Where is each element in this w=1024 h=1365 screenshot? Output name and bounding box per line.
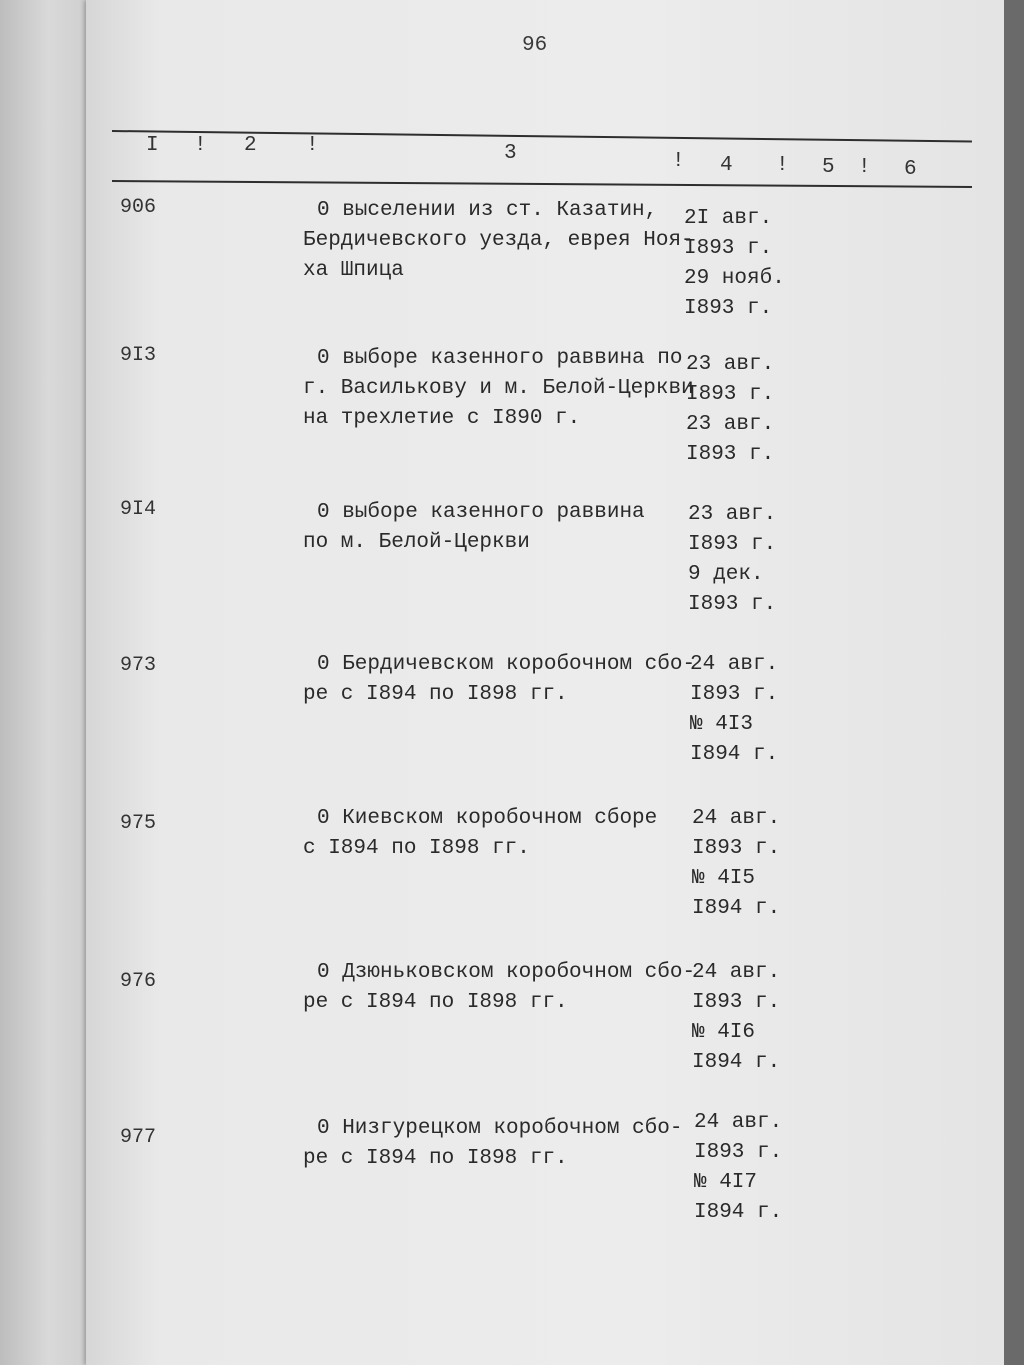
- entry-dates: [686, 350, 774, 470]
- date-line: I893 г.: [688, 533, 777, 556]
- entry-number: 973: [120, 654, 157, 677]
- header-col-4: 4: [720, 154, 733, 177]
- entry-number: 975: [120, 812, 157, 835]
- date-line: 23 авг.: [686, 353, 775, 376]
- title-line: ха Шпица: [303, 259, 404, 282]
- title-line: Бердичевского уезда, еврея Ноя-: [303, 229, 694, 252]
- date-line: I894 г.: [692, 897, 781, 920]
- entry-title: [303, 344, 703, 434]
- title-line: 0 Дзюньковском коробочном сбо-: [317, 961, 696, 984]
- title-line: ре с I894 по I898 гг.: [303, 1147, 568, 1170]
- date-line: I893 г.: [688, 593, 777, 616]
- previous-page-edge: [0, 0, 88, 1365]
- date-line: № 4I5: [692, 867, 756, 890]
- title-line: 0 выборе казенного раввина по: [317, 347, 683, 370]
- date-line: 29 нояб.: [684, 267, 785, 290]
- header-col-6: 6: [904, 158, 917, 181]
- title-line: 0 Бердичевском коробочном сбо-: [317, 653, 696, 676]
- header-sep-1: !: [194, 134, 207, 157]
- date-line: № 4I7: [694, 1171, 758, 1194]
- entry-number: 976: [120, 970, 157, 993]
- entry-dates: [690, 650, 778, 770]
- title-line: на трехлетие с I890 г.: [303, 407, 581, 430]
- page-number: 96: [522, 34, 548, 57]
- date-line: 24 авг.: [694, 1111, 783, 1134]
- date-line: 24 авг.: [692, 961, 781, 984]
- entry-dates: [692, 804, 780, 924]
- date-line: 23 авг.: [686, 413, 775, 436]
- header-col-2: 2: [244, 134, 257, 157]
- date-line: I893 г.: [692, 991, 781, 1014]
- entry-title: [303, 804, 703, 864]
- title-line: 0 выселении из ст. Казатин,: [317, 199, 658, 222]
- date-line: 24 авг.: [692, 807, 781, 830]
- date-line: № 4I6: [692, 1021, 756, 1044]
- date-line: I893 г.: [684, 237, 773, 260]
- page-right-edge: [1004, 0, 1024, 1365]
- entry-dates: [692, 958, 780, 1078]
- date-line: 2I авг.: [684, 207, 773, 230]
- header-col-5: 5: [822, 156, 835, 179]
- title-line: с I894 по I898 гг.: [303, 837, 530, 860]
- entry-dates: [684, 204, 785, 324]
- entry-number: 977: [120, 1126, 157, 1149]
- entry-title: [303, 498, 703, 558]
- entry-number: 9I3: [120, 344, 157, 367]
- header-sep-3: !: [672, 150, 685, 173]
- date-line: I893 г.: [692, 837, 781, 860]
- date-line: I893 г.: [686, 383, 775, 406]
- entry-number: 9I4: [120, 498, 157, 521]
- date-line: I894 г.: [692, 1051, 781, 1074]
- date-line: № 4I3: [690, 713, 754, 736]
- date-line: 9 дек.: [688, 563, 764, 586]
- date-line: I893 г.: [690, 683, 779, 706]
- title-line: г. Василькову и м. Белой-Церкви: [303, 377, 694, 400]
- entry-title: [303, 650, 703, 710]
- title-line: 0 выборе казенного раввина: [317, 501, 645, 524]
- title-line: ре с I894 по I898 гг.: [303, 683, 568, 706]
- entry-title: [303, 196, 703, 286]
- title-line: по м. Белой-Церкви: [303, 531, 530, 554]
- date-line: I893 г.: [686, 443, 775, 466]
- title-line: ре с I894 по I898 гг.: [303, 991, 568, 1014]
- entry-title: [303, 1114, 703, 1174]
- date-line: I894 г.: [694, 1201, 783, 1224]
- date-line: 24 авг.: [690, 653, 779, 676]
- header-col-1: I: [146, 134, 159, 157]
- header-sep-4: !: [776, 154, 789, 177]
- header-sep-5: !: [858, 156, 871, 179]
- title-line: 0 Киевском коробочном сборе: [317, 807, 658, 830]
- entry-number: 906: [120, 196, 157, 219]
- date-line: I894 г.: [690, 743, 779, 766]
- entry-dates: [688, 500, 776, 620]
- entry-title: [303, 958, 703, 1018]
- entry-dates: [694, 1108, 782, 1228]
- date-line: 23 авг.: [688, 503, 777, 526]
- title-line: 0 Низгурецком коробочном сбо-: [317, 1117, 683, 1140]
- date-line: I893 г.: [694, 1141, 783, 1164]
- header-col-3: 3: [504, 142, 517, 165]
- date-line: I893 г.: [684, 297, 773, 320]
- header-sep-2: !: [306, 134, 319, 157]
